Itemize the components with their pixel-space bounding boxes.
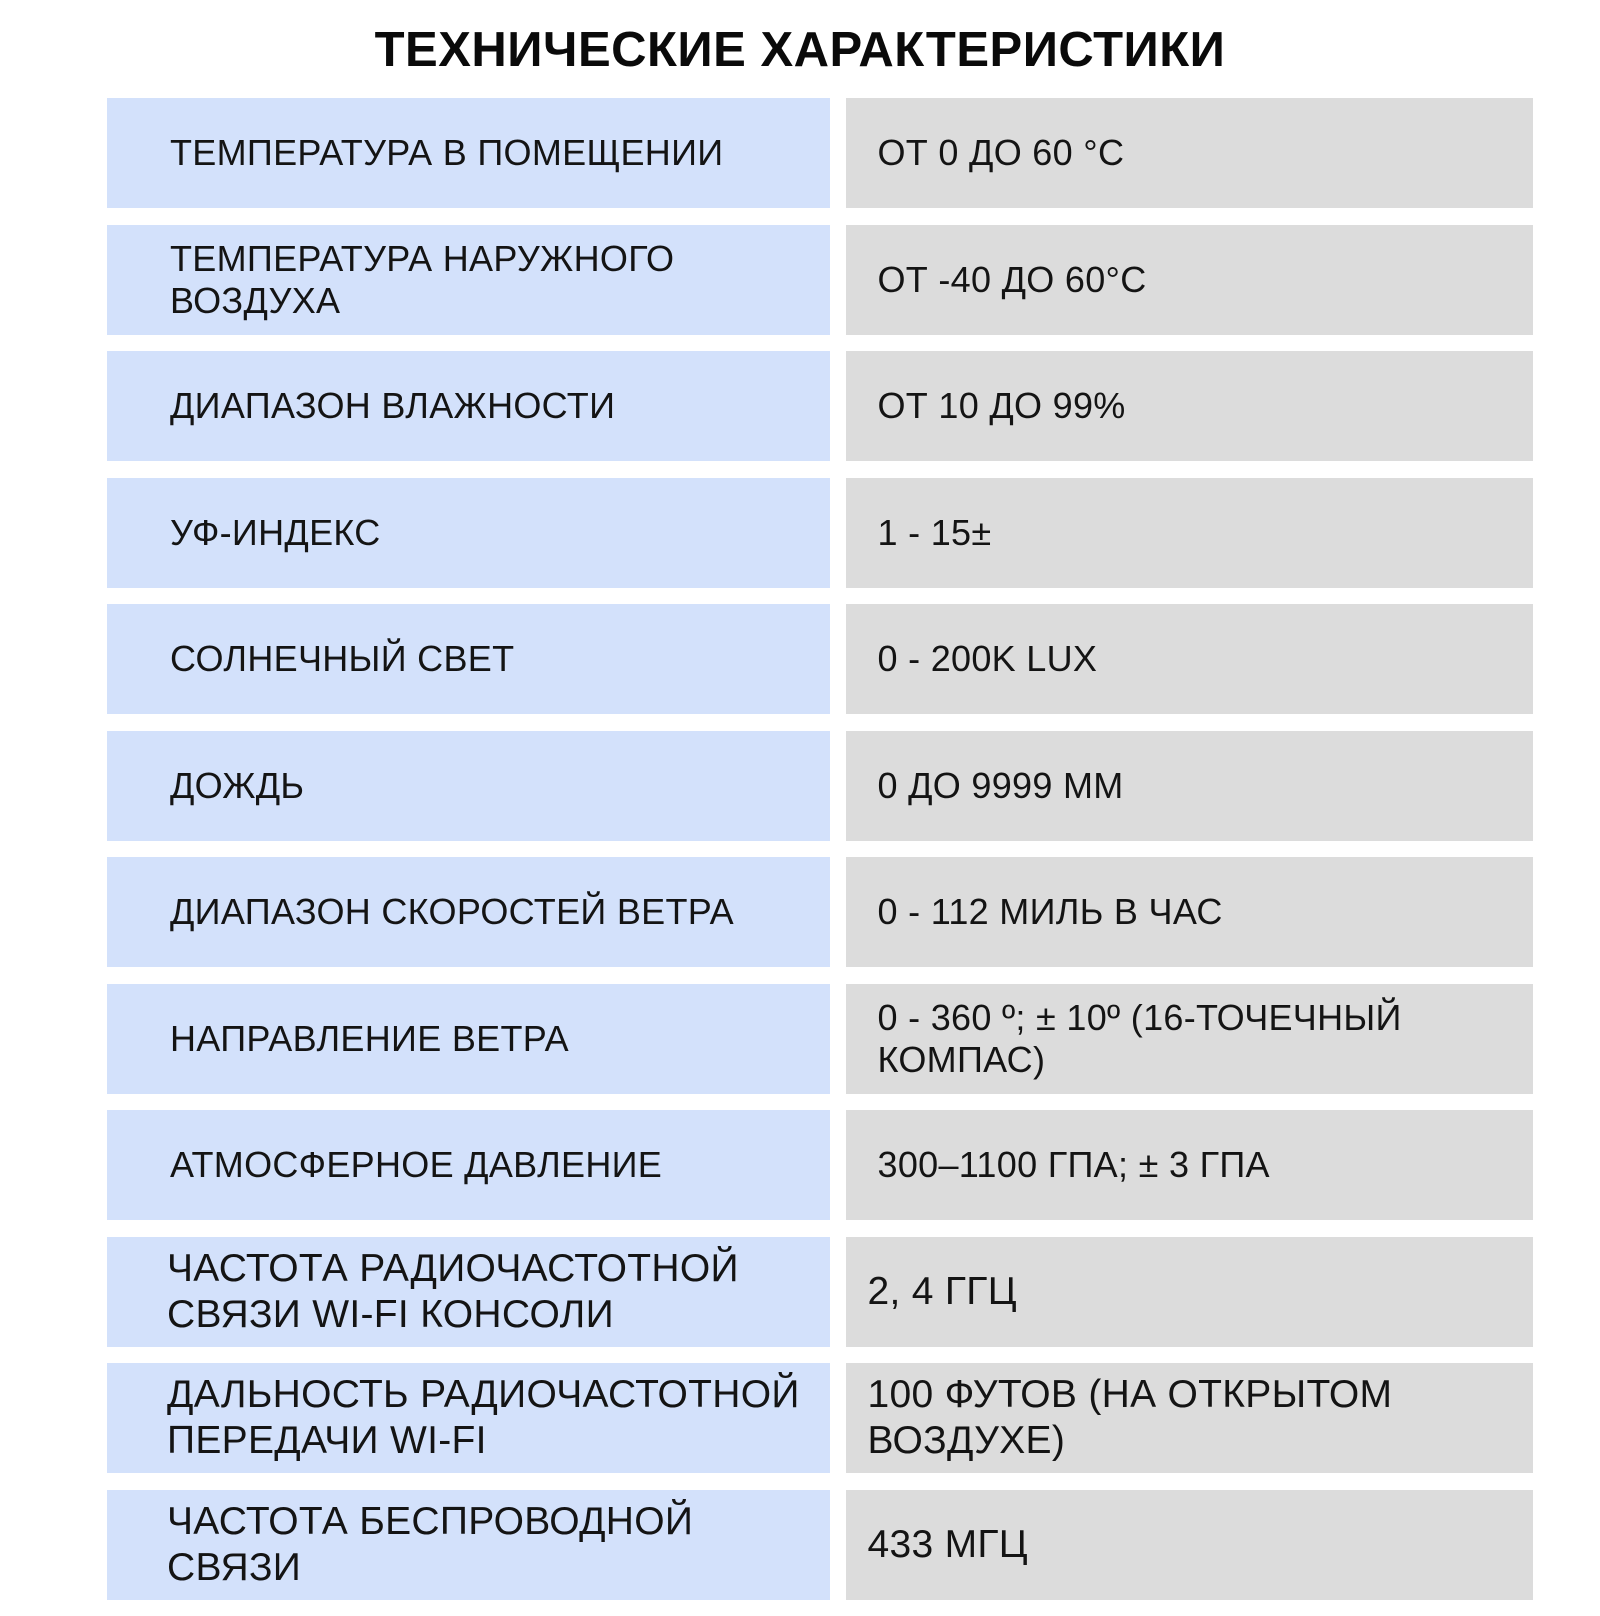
spec-label: ДИАПАЗОН ВЛАЖНОСТИ xyxy=(107,351,830,461)
page-title: ТЕХНИЧЕСКИЕ ХАРАКТЕРИСТИКИ xyxy=(374,23,1226,77)
spec-value: 100 ФУТОВ (НА ОТКРЫТОМ ВОЗДУХЕ) xyxy=(846,1363,1534,1473)
spec-row-wifi-frequency xyxy=(107,1237,1533,1347)
spec-label: ТЕМПЕРАТУРА В ПОМЕЩЕНИИ xyxy=(107,98,830,208)
spec-row-humidity-range xyxy=(107,351,1533,461)
spec-value: 2, 4 ГГЦ xyxy=(846,1237,1534,1347)
spec-row-outdoor-temperature xyxy=(107,225,1533,335)
spec-value: ОТ 0 ДО 60 °C xyxy=(846,98,1534,208)
spec-label: ДАЛЬНОСТЬ РАДИОЧАСТОТНОЙ ПЕРЕДАЧИ WI-FI xyxy=(107,1363,830,1473)
spec-value: 0 - 360 º; ± 10º (16-ТОЧЕЧНЫЙ КОМПАС) xyxy=(846,984,1534,1094)
spec-label: НАПРАВЛЕНИЕ ВЕТРА xyxy=(107,984,830,1094)
spec-label: ДОЖДЬ xyxy=(107,731,830,841)
spec-row-wind-direction xyxy=(107,984,1533,1094)
spec-value: 1 - 15± xyxy=(846,478,1534,588)
spec-label: АТМОСФЕРНОЕ ДАВЛЕНИЕ xyxy=(107,1110,830,1220)
spec-row-wifi-range xyxy=(107,1363,1533,1473)
spec-label: ЧАСТОТА РАДИОЧАСТОТНОЙ СВЯЗИ WI-FI КОНСОЛИ xyxy=(107,1237,830,1347)
spec-row-rain xyxy=(107,731,1533,841)
spec-row-wind-speed-range xyxy=(107,857,1533,967)
spec-label: ДИАПАЗОН СКОРОСТЕЙ ВЕТРА xyxy=(107,857,830,967)
specs-table xyxy=(107,98,1533,1616)
spec-label: СОЛНЕЧНЫЙ СВЕТ xyxy=(107,604,830,714)
spec-row-uv-index xyxy=(107,478,1533,588)
spec-label: ТЕМПЕРАТУРА НАРУЖНОГО ВОЗДУХА xyxy=(107,225,830,335)
spec-value: 300–1100 ГПА; ± 3 ГПА xyxy=(846,1110,1534,1220)
spec-value: 433 МГЦ xyxy=(846,1490,1534,1600)
spec-row-wireless-frequency xyxy=(107,1490,1533,1600)
spec-value: 0 ДО 9999 ММ xyxy=(846,731,1534,841)
spec-row-atmospheric-pressure xyxy=(107,1110,1533,1220)
spec-label: УФ-ИНДЕКС xyxy=(107,478,830,588)
spec-row-indoor-temperature xyxy=(107,98,1533,208)
spec-label: ЧАСТОТА БЕСПРОВОДНОЙ СВЯЗИ xyxy=(107,1490,830,1600)
spec-value: ОТ -40 ДО 60°C xyxy=(846,225,1534,335)
spec-value: 0 - 112 МИЛЬ В ЧАС xyxy=(846,857,1534,967)
spec-value: 0 - 200K LUX xyxy=(846,604,1534,714)
spec-row-sunlight xyxy=(107,604,1533,714)
spec-value: ОТ 10 ДО 99% xyxy=(846,351,1534,461)
